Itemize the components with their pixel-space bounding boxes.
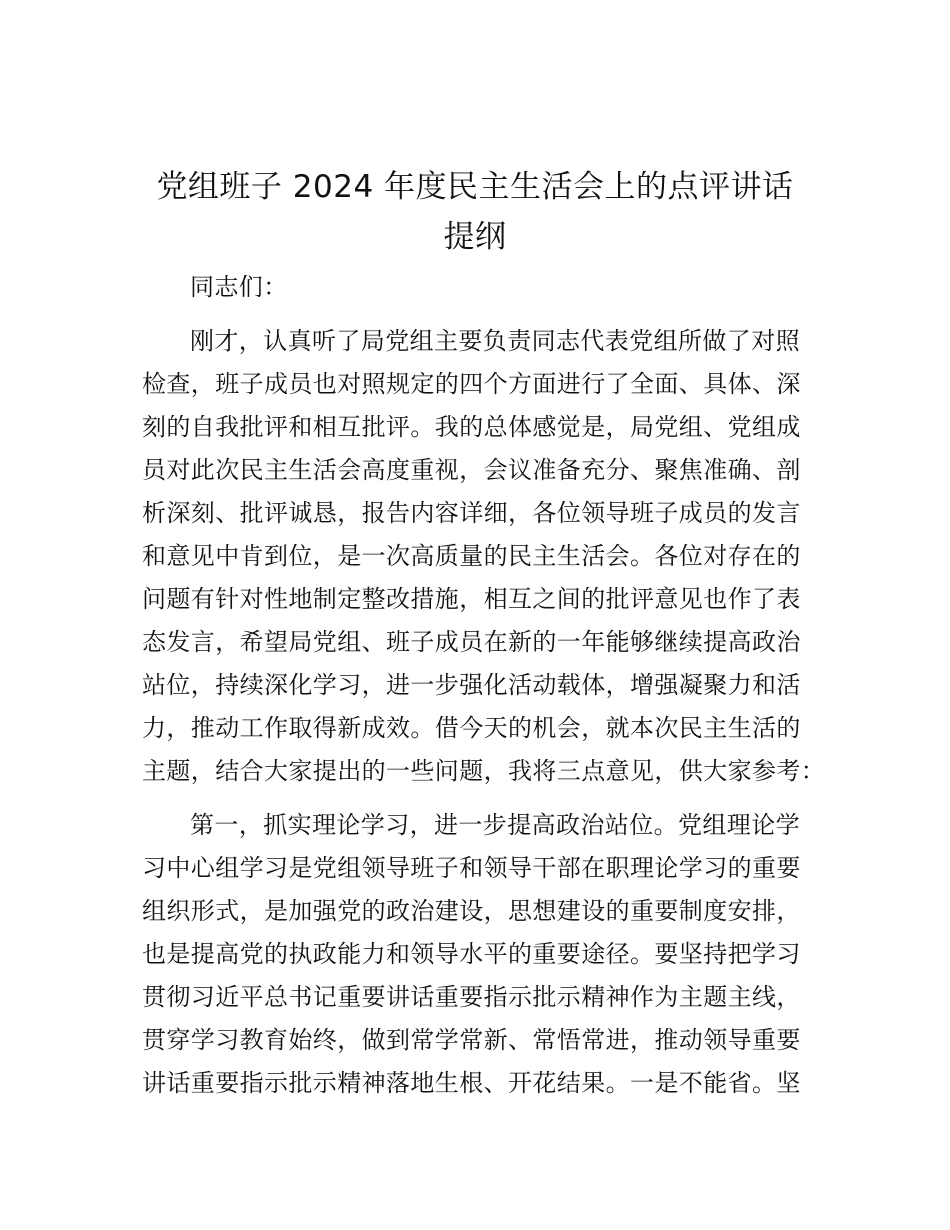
paragraph-1-line: 问题有针对性地制定整改措施，相互之间的批评意见也作了表	[142, 585, 801, 613]
paragraph-1-line: 和意见中肯到位，是一次高质量的民主生活会。各位对存在的	[142, 542, 801, 570]
paragraph-2-line: 贯彻习近平总书记重要讲话重要指示批示精神作为主题主线，	[142, 983, 801, 1011]
document-title	[120, 162, 830, 262]
paragraph-1-line: 员对此次民主生活会高度重视，会议准备充分、聚焦准确、剖	[142, 456, 801, 484]
paragraph-1-line: 站位，持续深化学习，进一步强化活动载体，增强凝聚力和活	[142, 671, 801, 699]
paragraph-2-line: 讲话重要指示批示精神落地生根、开花结果。一是不能省。坚	[142, 1069, 801, 1097]
paragraph-2-line: 组织形式，是加强党的政治建设，思想建设的重要制度安排，	[142, 897, 801, 925]
paragraph-1-line: 力，推动工作取得新成效。借今天的机会，就本次民主生活的	[142, 714, 801, 742]
title-line-1: 党组班子 2024 年度民主生活会上的点评讲话	[156, 169, 794, 205]
paragraph-2-line: 第一，抓实理论学习，进一步提高政治站位。党组理论学	[190, 811, 800, 839]
salutation: 同志们：	[190, 273, 288, 301]
paragraph-1-line: 态发言，希望局党组、班子成员在新的一年能够继续提高政治	[142, 628, 801, 656]
paragraph-1-line: 主题，结合大家提出的一些问题，我将三点意见，供大家参考：	[142, 757, 826, 785]
paragraph-2	[142, 804, 832, 1105]
paragraph-1-line: 刚才，认真听了局党组主要负责同志代表党组所做了对照	[190, 327, 800, 355]
paragraph-1	[142, 320, 832, 793]
paragraph-1-line: 刻的自我批评和相互批评。我的总体感觉是，局党组、党组成	[142, 413, 801, 441]
title-line-2: 提纲	[443, 219, 507, 255]
paragraph-1-line: 析深刻、批评诚恳，报告内容详细，各位领导班子成员的发言	[142, 499, 801, 527]
document-body	[142, 266, 832, 1105]
paragraph-1-line: 检查，班子成员也对照规定的四个方面进行了全面、具体、深	[142, 370, 801, 398]
paragraph-2-line: 习中心组学习是党组领导班子和领导干部在职理论学习的重要	[142, 854, 801, 882]
paragraph-2-line: 也是提高党的执政能力和领导水平的重要途径。要坚持把学习	[142, 940, 801, 968]
paragraph-2-line: 贯穿学习教育始终，做到常学常新、常悟常进，推动领导重要	[142, 1026, 801, 1054]
